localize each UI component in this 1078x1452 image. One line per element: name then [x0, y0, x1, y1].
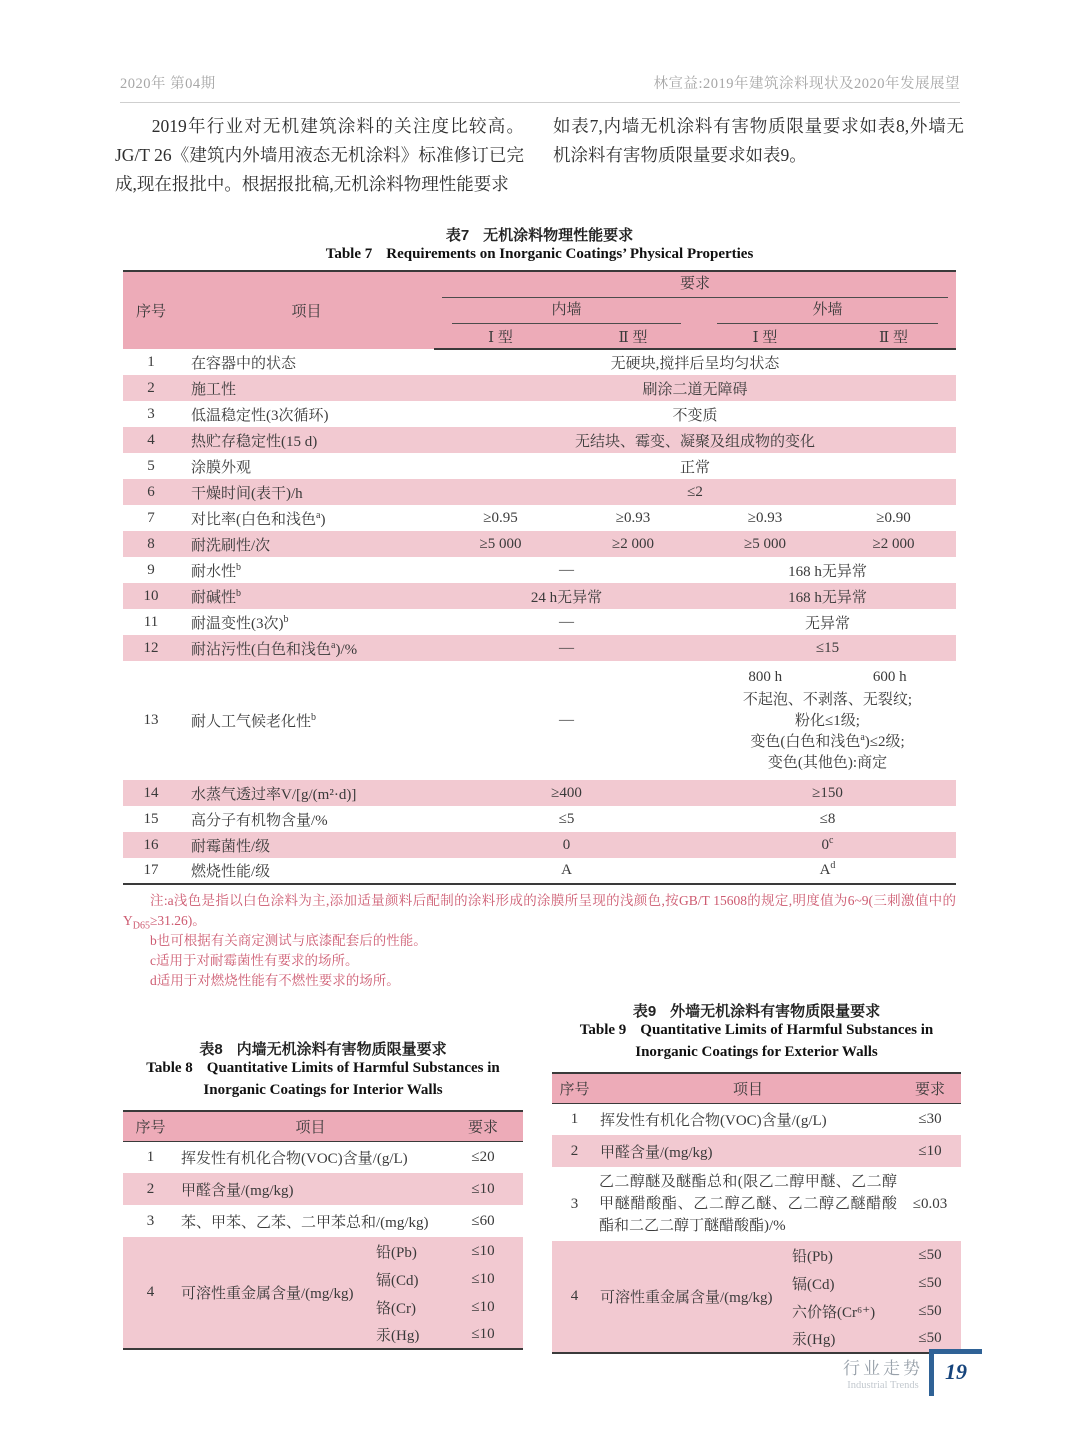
row-no: 3 — [146, 1212, 155, 1229]
table8-header-row — [123, 1111, 523, 1141]
row-value-interior: 24 h无异常 — [434, 583, 699, 609]
row-value: ≥0.93 — [615, 509, 651, 526]
row-no: 1 — [146, 1148, 155, 1165]
table-row — [123, 479, 956, 505]
table9 — [552, 1072, 961, 1354]
row-value: 无硬块,搅拌后呈均匀状态 — [610, 356, 780, 372]
col-header-item: 项目 — [179, 271, 434, 349]
note-a: 注:a浅色是指以白色涂料为主,添加适量颜料后配制的涂料形成的涂膜所呈现的浅颜色,按GB/T 15608的规定,明度值为6~9(三刺激值中的$Y_{D65}\ge 31.26$)。 — [123, 893, 956, 932]
table-row — [552, 1167, 961, 1241]
row-item: 干燥时间(表干)/h — [179, 479, 434, 505]
table9-section — [552, 1000, 961, 1354]
intro-paragraph-left: 2019年行业对无机建筑涂料的关注度比较高。JG/T 26《建筑内外墙用液态无机涂料》标准修订已完成,现在报批中。根据报批稿,无机涂料物理性能要求 — [115, 116, 524, 194]
row-value: ≥5 000 — [434, 531, 567, 557]
row-item: 乙二醇醚及醚酯总和(限乙二醇甲醚、乙二醇甲醚醋酸酯、乙二醇乙醚、乙二醇乙醚醋酸酯和二乙二醇丁醚醋酸酯)/% — [599, 1174, 898, 1234]
table-row — [123, 583, 956, 609]
row-no: 4 — [123, 1237, 178, 1349]
row-value-interior: — — [559, 712, 574, 728]
col-header-item: 项目 — [597, 1073, 899, 1103]
footer-section-en: Industrial Trends — [847, 1380, 919, 1391]
aging-line: 粉化≤1级; — [795, 713, 860, 729]
row-value: ≤30 — [918, 1110, 942, 1127]
row-value-interior: ≤5 — [558, 810, 575, 827]
row-no: 2 — [123, 375, 179, 401]
metal-name: 汞(Hg) — [789, 1325, 899, 1353]
table-row — [552, 1103, 961, 1135]
footnote-marker: b — [236, 561, 242, 573]
intro-paragraph-right: 如表7,内墙无机涂料有害物质限量要求如表8,外墙无机涂料有害物质限量要求如表9。 — [553, 116, 964, 165]
row-no: 13 — [143, 712, 159, 728]
table-row — [123, 375, 956, 401]
page-number: 19 — [929, 1349, 982, 1396]
table9-caption-en2: Inorganic Coatings for Exterior Walls — [635, 1044, 878, 1060]
table7-section — [123, 224, 956, 991]
row-item: 挥发性有机化合物(VOC)含量/(g/L) — [600, 1112, 827, 1129]
table-row — [123, 531, 956, 557]
row-value: ≥2 000 — [567, 531, 699, 557]
row-value: ≥0.95 — [483, 509, 518, 526]
row-item: 耐温变性(3次)$^b$ — [191, 613, 289, 632]
table-row — [123, 661, 956, 780]
note-d: d适用于对燃烧性能有不燃性要求的场所。 — [150, 973, 400, 988]
col-header-requirement: 要求 — [443, 1111, 523, 1141]
row-no: 1 — [570, 1110, 579, 1127]
col-header-type-i: Ⅰ 型 — [434, 324, 567, 349]
table-row — [123, 453, 956, 479]
row-no: 2 — [552, 1135, 597, 1167]
row-item: 耐水性$^b$ — [191, 561, 242, 580]
row-value-exterior: 168 h无异常 — [699, 583, 956, 609]
table-row — [123, 635, 956, 661]
table8-caption-en2: Inorganic Coatings for Interior Walls — [203, 1082, 443, 1098]
row-value-interior: 0 — [434, 832, 699, 858]
note-b: b也可根据有关商定测试与底漆配套后的性能。 — [150, 933, 427, 948]
table8-caption-en: Table 8 Quantitative Limits of Harmful Substances in — [146, 1060, 500, 1076]
row-value-exterior: 无异常 — [805, 615, 851, 632]
row-value: ≤0.03 — [912, 1195, 948, 1212]
row-item: 耐人工气候老化性$^b$ — [191, 712, 317, 730]
metal-value: ≤50 — [899, 1297, 961, 1325]
row-value-exterior: 0$^c$ — [699, 832, 956, 858]
metal-value: ≤50 — [899, 1325, 961, 1353]
table-row — [123, 1237, 523, 1265]
metal-name: 铬(Cr) — [373, 1293, 443, 1321]
metal-value: ≤50 — [899, 1269, 961, 1297]
row-no: 11 — [143, 613, 159, 630]
row-no: 14 — [123, 780, 179, 806]
footnote-marker: a — [316, 509, 321, 521]
table-row — [123, 505, 956, 531]
row-no: 2 — [123, 1173, 178, 1205]
row-no: 8 — [123, 531, 179, 557]
row-value-exterior: ≤8 — [819, 810, 836, 827]
row-value: 刷涂二道无障碍 — [434, 375, 956, 401]
row-item: 水蒸气透过率V/[g/(m²·d)] — [179, 780, 434, 806]
row-no: 10 — [123, 583, 179, 609]
row-item: 热贮存稳定性(15 d) — [179, 427, 434, 453]
row-no: 15 — [143, 810, 159, 827]
footnote-marker: a — [860, 732, 865, 743]
row-value: 正常 — [680, 459, 711, 476]
metal-value: ≤50 — [899, 1241, 961, 1269]
page-header — [120, 72, 960, 103]
table-row — [123, 349, 956, 375]
row-no: 17 — [143, 862, 159, 878]
row-no: 5 — [147, 457, 155, 474]
row-no: 12 — [123, 635, 179, 661]
aging-line: 不起泡、不剥落、无裂纹; — [742, 692, 913, 708]
row-item: 甲醛含量/(mg/kg) — [597, 1135, 899, 1167]
row-value: ≤10 — [899, 1135, 961, 1167]
row-value: ≥5 000 — [699, 531, 831, 557]
metal-name: 镉(Cd) — [789, 1269, 899, 1297]
col-header-requirement: 要求 — [434, 271, 956, 298]
metal-value: ≤10 — [443, 1321, 523, 1349]
row-item: 对比率(白色和浅色$^a$) — [191, 509, 326, 528]
row-value-interior: — — [434, 635, 699, 661]
row-no: 3 — [147, 405, 155, 422]
metal-name: 汞(Hg) — [373, 1321, 443, 1349]
row-value: ≤20 — [471, 1148, 495, 1165]
metal-value: ≤10 — [443, 1265, 523, 1293]
footnote-marker: a — [331, 639, 336, 651]
row-value: ≤2 — [434, 479, 956, 505]
metal-name: 铅(Pb) — [789, 1241, 899, 1269]
col-header-item: 项目 — [178, 1111, 443, 1141]
row-value-exterior: $A^d$ — [819, 860, 836, 878]
footer-section-label — [843, 1354, 923, 1391]
metal-value: ≤10 — [443, 1293, 523, 1321]
footnote-marker: c — [829, 834, 834, 846]
row-value-exterior — [699, 661, 956, 780]
table-row — [123, 1173, 523, 1205]
col-header-interior: 内墙 — [434, 298, 699, 324]
table-row — [123, 780, 956, 806]
page-footer — [843, 1349, 982, 1396]
metal-name: 铅(Pb) — [373, 1237, 443, 1265]
col-header-requirement: 要求 — [899, 1073, 961, 1103]
row-no: 4 — [123, 427, 179, 453]
metal-name: 镉(Cd) — [373, 1265, 443, 1293]
row-value: ≤10 — [443, 1173, 523, 1205]
col-header-type-i: Ⅰ 型 — [699, 324, 831, 349]
row-no: 16 — [123, 832, 179, 858]
row-item: 苯、甲苯、乙苯、二甲苯总和/(mg/kg) — [181, 1214, 429, 1231]
row-value: ≥0.93 — [747, 509, 783, 526]
row-value: ≥2 000 — [831, 531, 956, 557]
table-row — [123, 1205, 523, 1237]
col-header-no: 序号 — [552, 1073, 597, 1103]
row-item: 耐洗刷性/次 — [179, 531, 434, 557]
row-value-interior: — — [559, 561, 574, 578]
row-value: ≥0.90 — [876, 509, 911, 526]
table-row — [123, 427, 956, 453]
row-item: 涂膜外观 — [191, 459, 252, 476]
row-item: 在容器中的状态 — [191, 355, 297, 372]
row-value-interior: ≥400 — [434, 780, 699, 806]
row-value-exterior: 168 h无异常 — [788, 563, 867, 580]
row-no: 3 — [570, 1195, 579, 1212]
col-header-no: 序号 — [123, 1111, 178, 1141]
table-row — [123, 609, 956, 635]
row-no: 6 — [123, 479, 179, 505]
aging-line: 变色(白色和浅色$^a$)≤2级; — [750, 732, 905, 750]
row-no: 9 — [147, 561, 155, 578]
table7-caption-cn: 表7 无机涂料物理性能要求 — [445, 227, 634, 244]
metal-name: 六价铬(Cr⁶⁺) — [789, 1297, 899, 1325]
row-item: 施工性 — [179, 375, 434, 401]
row-item: 高分子有机物含量/% — [191, 812, 328, 829]
footer-section-cn: 行业走势 — [843, 1359, 923, 1378]
row-value: ≤60 — [471, 1212, 495, 1229]
table7-notes — [123, 891, 956, 991]
row-value: 无结块、霉变、凝聚及组成物的变化 — [434, 427, 956, 453]
table-row — [123, 557, 956, 583]
table7-caption-en: Table 7 Requirements on Inorganic Coatings’ Physical Properties — [325, 246, 754, 262]
col-header-type-ii: Ⅱ 型 — [567, 324, 699, 349]
footnote-marker: b — [283, 613, 289, 625]
row-item: 低温稳定性(3次循环) — [191, 407, 329, 424]
aging-durations: 800 h 600 h — [748, 669, 907, 685]
row-item: 挥发性有机化合物(VOC)含量/(g/L) — [181, 1150, 408, 1167]
row-item: 可溶性重金属含量/(mg/kg) — [178, 1237, 373, 1349]
row-no: 7 — [147, 509, 155, 526]
col-header-type-ii: Ⅱ 型 — [831, 324, 956, 349]
running-title: 林宣益:2019年建筑涂料现状及2020年发展展望 — [653, 76, 960, 92]
row-item: 甲醛含量/(mg/kg) — [178, 1173, 443, 1205]
footnote-marker: d — [830, 860, 836, 871]
aging-line: 变色(其他色):商定 — [767, 755, 888, 771]
table7 — [123, 270, 956, 885]
table-row — [123, 401, 956, 427]
row-item: 耐沾污性(白色和浅色$^a$)/% — [179, 635, 434, 661]
table9-caption-cn: 表9 外墙无机涂料有害物质限量要求 — [632, 1003, 881, 1020]
note-c: c适用于对耐霉菌性有要求的场所。 — [150, 953, 359, 968]
row-value-exterior: ≤15 — [699, 635, 956, 661]
table8 — [123, 1110, 523, 1350]
row-no: 1 — [147, 353, 155, 370]
table-row — [123, 832, 956, 858]
metal-value: ≤10 — [443, 1237, 523, 1265]
table-row — [123, 1141, 523, 1173]
col-header-no: 序号 — [123, 271, 179, 349]
table-row — [552, 1241, 961, 1269]
table8-caption-cn: 表8 内墙无机涂料有害物质限量要求 — [199, 1041, 447, 1058]
row-item: 燃烧性能/级 — [191, 864, 271, 880]
table9-header-row — [552, 1073, 961, 1103]
footnote-marker: b — [236, 587, 242, 599]
col-header-exterior: 外墙 — [699, 298, 956, 324]
row-item: 耐碱性$^b$ — [179, 583, 434, 609]
row-value-interior: — — [559, 613, 574, 630]
row-item: 耐霉菌性/级 — [179, 832, 434, 858]
row-no: 4 — [552, 1241, 597, 1353]
table7-header-row1 — [123, 271, 956, 298]
row-value: 不变质 — [672, 407, 718, 424]
row-value-exterior: ≥150 — [699, 780, 956, 806]
table-row — [123, 858, 956, 884]
row-item: 可溶性重金属含量/(mg/kg) — [597, 1241, 789, 1353]
footnote-marker: b — [311, 712, 317, 723]
table-row — [123, 806, 956, 832]
journal-issue: 2020年 第04期 — [120, 76, 216, 92]
table8-section — [123, 1038, 523, 1350]
table9-caption-en: Table 9 Quantitative Limits of Harmful Substances in — [579, 1022, 934, 1038]
row-value-interior: A — [561, 862, 572, 878]
table-row — [552, 1135, 961, 1167]
